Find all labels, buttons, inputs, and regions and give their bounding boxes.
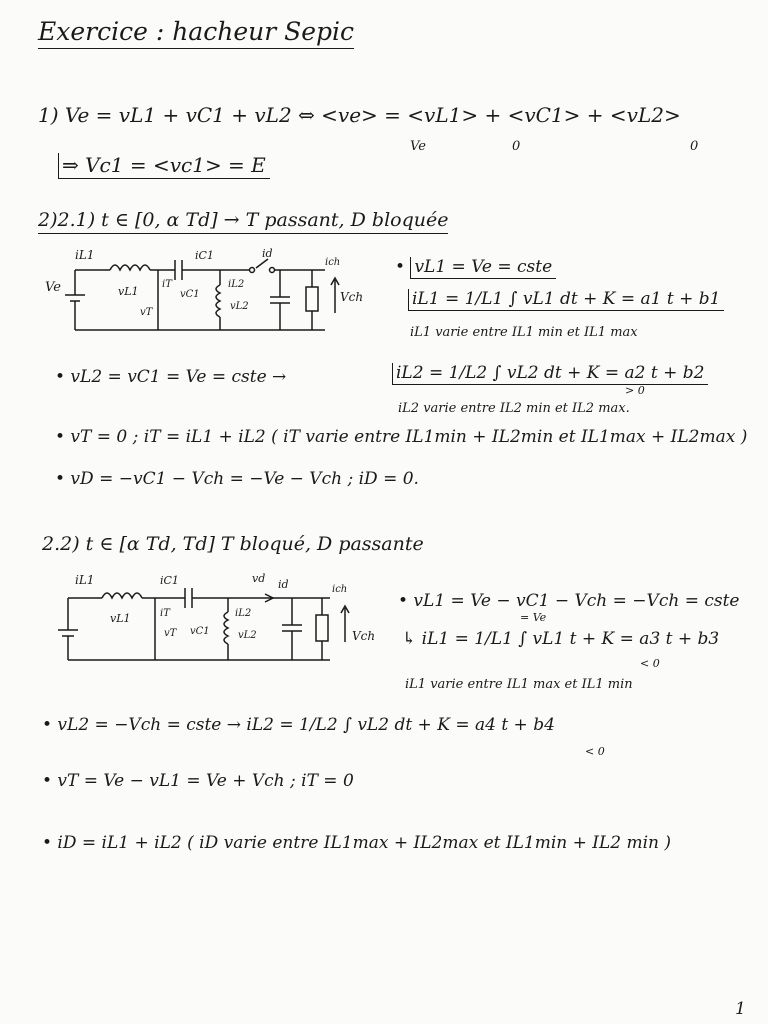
label-il2: iL2 [228,279,245,290]
boxed-il1: ↳ iL1 = 1/L1 ∫ vL1 t + K = a3 t + b3 [402,629,720,649]
section-2-1-heading: 2)2.1) t ∈ [0, α Td] → T passant, D bloquée [38,210,448,234]
label-id: id [262,247,273,260]
result-id-phase2: • iD = iL1 + iL2 ( iD varie entre IL1max + IL2max et IL1min + IL2 min ) [42,833,672,853]
note-positive: > 0 [625,384,645,397]
page-title: Exercice : hacheur Sepic [38,18,354,49]
label-vch: Vch [340,290,364,304]
result-il1-phase2 [402,630,719,650]
label-vl2: vL2 [230,301,249,312]
label-ve: Ve [45,280,61,295]
note-il1-range-phase2: iL1 varie entre IL1 max et IL1 min [405,677,633,692]
boxed-result: ⇒ Vc1 = <vc1> = E [58,153,270,179]
result-vl2-phase2: • vL2 = −Vch = cste → iL2 = 1/L2 ∫ vL2 dt + K = a4 t + b4 [42,715,555,735]
result-vt-it-phase1: • vT = 0 ; iT = iL1 + iL2 ( iT varie entre IL1min + IL2min et IL1max + IL2max ) [55,427,748,447]
result-vl1-phase1: • vL1 = Ve = cste [395,258,556,278]
label-it: iT [162,279,172,290]
annotation-zero-1: 0 [512,139,521,154]
label-ic1: iC1 [195,249,214,262]
label-vc1: vC1 [180,289,200,300]
note-il2-range: iL2 varie entre IL2 min et IL2 max. [398,401,630,416]
annotation-zero-2: 0 [690,139,699,154]
sepic-circuit-phase-1 [40,245,390,355]
label-vl1: vL1 [118,285,139,298]
result-il2-phase1 [392,364,708,384]
label-ich: ich [325,257,341,268]
note-il1-range: iL1 varie entre IL1 min et IL1 max [410,325,638,340]
note-negative-a3: < 0 [640,657,660,670]
note-negative-a4: < 0 [585,745,605,758]
label-vt: vT [140,307,153,318]
label-vl2: vL2 [238,630,257,641]
annotation-ve: Ve [410,139,426,154]
result-il1-phase1 [408,290,724,310]
boxed-vl1: vL1 = Ve = cste [410,257,556,279]
note-equals-ve: = Ve [520,611,547,624]
label-vd: vd [252,572,266,585]
result-vt-it-phase2: • vT = Ve − vL1 = Ve + Vch ; iT = 0 [42,771,354,791]
boxed-vl1: • vL1 = Ve − vC1 − Vch = −Vch = cste [398,591,740,611]
result-vl1-phase2 [398,592,739,612]
page-number: 1 [735,999,746,1019]
boxed-il2: iL2 = 1/L2 ∫ vL2 dt + K = a2 t + b2 [392,363,708,385]
label-il1: iL1 [75,248,95,262]
equation-voltage-sum: 1) Ve = vL1 + vC1 + vL2 ⇔ <ve> = <vL1> + <vC1> + <vL2> [38,103,681,127]
label-ic1: iC1 [160,574,179,587]
boxed-il1: iL1 = 1/L1 ∫ vL1 dt + K = a1 t + b1 [408,289,724,311]
label-ich: ich [332,584,348,595]
label-il2: iL2 [235,608,252,619]
result-vl2-phase1: • vL2 = vC1 = Ve = cste → [55,367,287,387]
label-vt: vT [164,628,177,639]
result-vd-phase1: • vD = −vC1 − Vch = −Ve − Vch ; iD = 0. [55,469,419,489]
label-vch: Vch [352,629,376,643]
label-vl1: vL1 [110,612,131,625]
label-id: id [278,578,289,591]
label-vc1: vC1 [190,626,210,637]
section-2-2-heading: 2.2) t ∈ [α Td, Td] T bloqué, D passante [42,533,424,555]
label-it: iT [160,608,170,619]
label-il1: iL1 [75,573,95,587]
sepic-circuit-phase-2 [40,570,400,685]
equation-vc1-result [58,154,270,177]
